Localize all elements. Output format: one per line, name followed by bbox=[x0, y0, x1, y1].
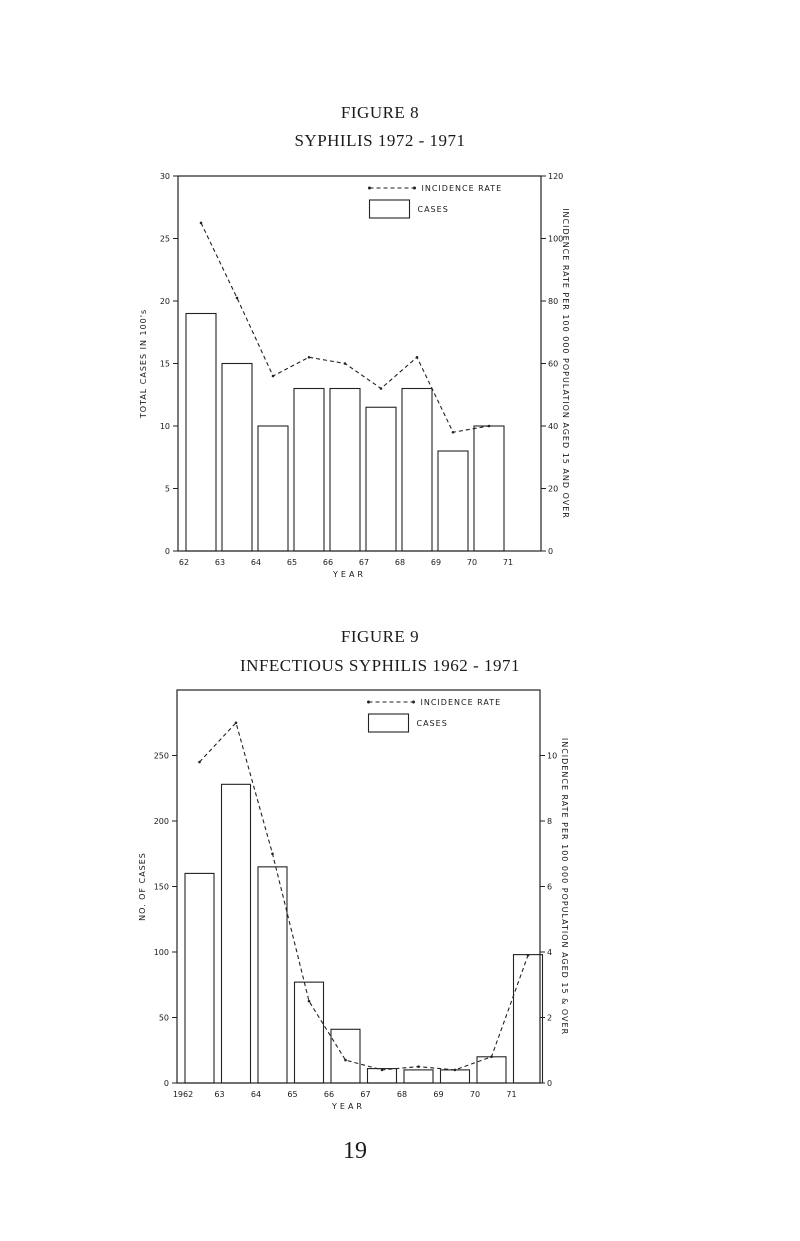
chart9-y-axis-label: NO. OF CASES bbox=[138, 852, 147, 921]
chart8-x-tick-label: 66 bbox=[322, 558, 334, 567]
chart9-legend-line-dot bbox=[412, 701, 415, 704]
chart8-y-tick-label: 25 bbox=[159, 234, 170, 244]
chart9-incidence-point bbox=[198, 761, 201, 764]
chart9-incidence-point bbox=[490, 1056, 493, 1059]
chart8-bar bbox=[222, 364, 252, 552]
chart8-legend-box-sample bbox=[370, 200, 410, 218]
chart9-bar bbox=[222, 784, 251, 1083]
chart9-legend-box-label: CASES bbox=[416, 719, 448, 728]
chart9-y-tick-label: 0 bbox=[163, 1079, 169, 1088]
chart9-y2-axis-label: INCIDENCE RATE PER 100 000 POPULATION AGED 15 & OVER bbox=[560, 737, 569, 1036]
chart9-y-tick-label: 50 bbox=[158, 1013, 169, 1023]
figure-9-title: INFECTIOUS SYPHILIS 1962 - 1971 bbox=[240, 656, 520, 675]
chart8-y2-tick-label: 20 bbox=[548, 484, 559, 494]
chart9-y-tick-label: 250 bbox=[153, 751, 169, 761]
chart8-y-tick-label: 10 bbox=[159, 422, 170, 431]
chart8-y2-tick-label: 60 bbox=[548, 359, 559, 369]
chart9-incidence-point bbox=[271, 852, 274, 855]
chart9-y2-tick-label: 2 bbox=[547, 1013, 553, 1023]
figure-8-label: FIGURE 8 bbox=[340, 103, 420, 122]
chart8-legend-line-label: INCIDENCE RATE bbox=[421, 184, 503, 193]
chart8-y2-tick-label: 100 bbox=[548, 234, 564, 244]
chart8-x-tick-label: 68 bbox=[394, 558, 406, 567]
chart8-x-tick-label: 63 bbox=[214, 558, 226, 567]
chart9-bar bbox=[404, 1070, 433, 1083]
chart8-incidence-point bbox=[416, 356, 419, 359]
page-number: 19 bbox=[343, 1138, 367, 1164]
chart9-incidence-point bbox=[344, 1059, 347, 1062]
chart9-bar bbox=[185, 873, 214, 1083]
chart9-y-tick-label: 200 bbox=[153, 817, 169, 826]
chart9-incidence-point bbox=[235, 721, 238, 724]
chart9-x-tick-label: 68 bbox=[396, 1090, 408, 1099]
chart8-bar bbox=[366, 407, 396, 551]
chart9-y-tick-label: 150 bbox=[153, 882, 169, 892]
chart8-incidence-point bbox=[380, 387, 383, 390]
chart8-legend-box-label: CASES bbox=[417, 205, 449, 214]
chart8-incidence-line bbox=[201, 223, 489, 432]
chart9-incidence-point bbox=[417, 1065, 420, 1068]
chart8-y2-axis-label: INCIDENCE RATE PER 100 000 POPULATION AGED 15 AND OVER bbox=[561, 208, 570, 519]
chart8-y2-tick-label: 120 bbox=[548, 172, 564, 181]
chart9-bar bbox=[441, 1070, 470, 1083]
chart8-bar bbox=[330, 389, 360, 552]
chart8-bar bbox=[402, 389, 432, 552]
chart8-y2-tick-label: 40 bbox=[548, 422, 559, 431]
chart8-x-tick-label: 70 bbox=[466, 558, 478, 567]
chart8-x-tick-label: 65 bbox=[286, 558, 298, 567]
chart8-incidence-point bbox=[452, 431, 455, 434]
chart8-y-tick-label: 5 bbox=[164, 484, 170, 494]
chart8-y-tick-label: 0 bbox=[164, 547, 170, 556]
chart9-incidence-line bbox=[200, 723, 529, 1070]
chart8-y2-tick-label: 0 bbox=[548, 547, 554, 556]
chart9-x-tick-label: 66 bbox=[323, 1090, 335, 1099]
chart9-x-tick-label: 67 bbox=[360, 1090, 371, 1099]
chart8-x-tick-label: 67 bbox=[358, 558, 370, 567]
chart8-bar bbox=[186, 314, 216, 552]
chart8-incidence-point bbox=[488, 425, 491, 428]
chart9-x-tick-label: 65 bbox=[287, 1090, 298, 1099]
chart9-incidence-point bbox=[527, 954, 530, 957]
chart9-x-tick-label: 63 bbox=[214, 1090, 225, 1099]
chart8-x-tick-label: 69 bbox=[430, 558, 442, 567]
chart9-bar bbox=[514, 955, 543, 1083]
chart8-incidence-point bbox=[236, 297, 239, 300]
chart9-x-tick-label: 69 bbox=[433, 1090, 444, 1099]
chart9-incidence-point bbox=[454, 1069, 457, 1072]
chart9-y-tick-label: 100 bbox=[153, 948, 169, 957]
chart8-y2-tick-label: 80 bbox=[548, 297, 559, 306]
chart8-incidence-point bbox=[344, 362, 347, 365]
chart8-bar bbox=[438, 451, 468, 551]
chart9-incidence-point bbox=[308, 1000, 311, 1003]
chart9-bar bbox=[258, 867, 287, 1083]
chart8-legend-line-dot bbox=[413, 187, 416, 190]
chart8-x-tick-label: 62 bbox=[178, 558, 190, 567]
chart9-legend-line-label: INCIDENCE RATE bbox=[420, 698, 502, 707]
chart8-incidence-point bbox=[200, 222, 203, 225]
chart9-x-tick-label: 1962 bbox=[172, 1090, 194, 1099]
chart9-y2-tick-label: 0 bbox=[547, 1079, 553, 1088]
chart9-y2-tick-label: 10 bbox=[547, 751, 558, 761]
chart8-x-tick-label: 71 bbox=[502, 558, 514, 567]
chart9-legend-line-dot bbox=[367, 701, 370, 704]
chart8-y-tick-label: 20 bbox=[159, 297, 170, 306]
chart8-y-tick-label: 15 bbox=[159, 359, 170, 369]
chart9-plot-frame bbox=[177, 690, 540, 1083]
chart9-bar bbox=[331, 1029, 360, 1083]
chart8-incidence-point bbox=[308, 356, 311, 359]
chart9-bar bbox=[295, 982, 324, 1083]
chart9-x-tick-label: 71 bbox=[506, 1090, 517, 1099]
chart9-incidence-point bbox=[381, 1069, 384, 1072]
chart9-legend-box-sample bbox=[369, 714, 409, 732]
chart8-bar bbox=[258, 426, 288, 551]
chart8-incidence-point bbox=[272, 375, 275, 378]
chart9-x-tick-label: 64 bbox=[250, 1090, 262, 1099]
chart9-x-tick-label: 70 bbox=[469, 1090, 481, 1099]
chart8-y-axis-label: TOTAL CASES IN 100's bbox=[139, 308, 148, 419]
chart9-y2-tick-label: 6 bbox=[547, 882, 553, 892]
figure-9-label: FIGURE 9 bbox=[340, 627, 420, 646]
chart8-legend-line-dot bbox=[368, 187, 371, 190]
chart8-bar bbox=[474, 426, 504, 551]
figure-8-title: SYPHILIS 1972 - 1971 bbox=[294, 131, 466, 150]
chart9-x-axis-label: YEAR bbox=[332, 1102, 365, 1111]
chart8-x-axis-label: YEAR bbox=[333, 570, 366, 579]
chart9-y2-tick-label: 8 bbox=[547, 817, 553, 826]
chart8-y-tick-label: 30 bbox=[159, 172, 170, 181]
chart9-y2-tick-label: 4 bbox=[547, 948, 553, 957]
chart8-x-tick-label: 64 bbox=[250, 558, 262, 567]
chart8-bar bbox=[294, 389, 324, 552]
